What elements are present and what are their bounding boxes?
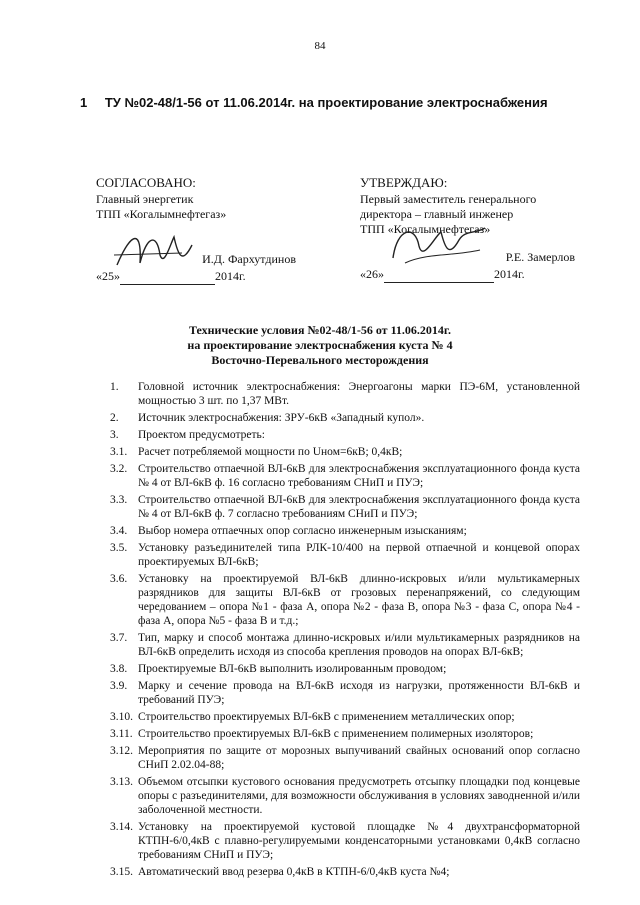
list-item bbox=[110, 462, 580, 490]
handwritten-signature-left bbox=[112, 225, 202, 275]
approval-right-name: Р.Е. Замерлов bbox=[505, 250, 575, 264]
approval-left-date-day: «25» bbox=[96, 269, 120, 283]
approval-right-position-2: директора – главный инженер bbox=[360, 207, 514, 221]
list-item-text: Тип, марку и способ монтажа длинно-искровых и/или мультикамерных разрядников на ВЛ-6кВ определить исходя из способа крепления проводов на опорах ВЛ-6кВ; bbox=[138, 632, 580, 658]
list-item bbox=[110, 541, 580, 569]
page-number: 84 bbox=[314, 40, 326, 52]
list-item-number: 3.2. bbox=[110, 463, 128, 475]
document-header bbox=[80, 95, 548, 110]
list-item-number: 3.13. bbox=[110, 776, 133, 788]
approval-left-name: И.Д. Фархутдинов bbox=[202, 252, 296, 266]
approval-left-organization: ТПП «Когалымнефтегаз» bbox=[96, 207, 227, 221]
document-title-line-3: Восточно-Перевального месторождения bbox=[211, 353, 429, 367]
list-item-number: 3.10. bbox=[110, 711, 133, 723]
list-item-number: 3.6. bbox=[110, 573, 128, 585]
document-title-line-2: на проектирование электроснабжения куста № 4 bbox=[187, 338, 453, 352]
list-item-number: 3.14. bbox=[110, 821, 133, 833]
list-item-text: Мероприятия по защите от морозных выпучиваний свайных оснований опор согласно СНиП 2.02.04-88; bbox=[138, 745, 580, 771]
list-item bbox=[110, 631, 580, 659]
list-item-number: 3.1. bbox=[110, 446, 128, 458]
list-item-text: Строительство проектируемых ВЛ-6кВ с применением металлических опор; bbox=[138, 711, 515, 723]
list-item-text: Автоматический ввод резерва 0,4кВ в КТПН-6/0,4кВ куста №4; bbox=[138, 866, 450, 878]
approval-left-position: Главный энергетик bbox=[96, 192, 194, 206]
list-item bbox=[110, 411, 580, 425]
list-item bbox=[110, 445, 580, 459]
approval-right-organization: ТПП «Когалымнефтегаз» bbox=[360, 222, 491, 236]
list-item-text: Установку на проектируемой ВЛ-6кВ длинно-искровых и/или мультикамерных разрядников для защиты ВЛ-6кВ от грозовых перенапряжений, со следующим чередованием – опора №1 - фаза А, опора №2 - фаза В, опора №3 - фаза С, опора №4 - фаза А, опора №5 - фаза В и т.д.; bbox=[138, 573, 580, 627]
list-item bbox=[110, 744, 580, 772]
list-item-number: 3.7. bbox=[110, 632, 128, 644]
requirements-list bbox=[110, 380, 580, 882]
document-title bbox=[120, 323, 520, 368]
list-item-number: 2. bbox=[110, 412, 119, 424]
list-item-text: Марку и сечение провода на ВЛ-6кВ исходя из нагрузки, протяженности ВЛ-6кВ и требований ПУЭ; bbox=[138, 680, 580, 706]
list-item-number: 3.5. bbox=[110, 542, 128, 554]
list-item-text: Установку на проектируемой кустовой площадке №4 двухтрансформаторной КТПН-6/0,4кВ с плавно-регулируемыми конденсаторными установками 0,4кВ согласно требованиям СНиП и ПУЭ; bbox=[138, 821, 580, 861]
list-item bbox=[110, 775, 580, 817]
list-item-text: Источник электроснабжения: ЗРУ-6кВ «Западный купол». bbox=[138, 412, 425, 424]
list-item bbox=[110, 710, 580, 724]
list-item-number: 3.3. bbox=[110, 494, 128, 506]
header-title: ТУ №02-48/1-56 от 11.06.2014г. на проектирование электроснабжения bbox=[104, 95, 548, 110]
list-item-number: 3.11. bbox=[110, 728, 133, 740]
list-item-text: Строительство отпаечной ВЛ-6кВ для электроснабжения эксплуатационного фонда куста № 4 от ВЛ-6кВ ф. 7 согласно требованиям СНиП и ПУЭ; bbox=[138, 494, 580, 520]
approval-right-title: УТВЕРЖДАЮ: bbox=[360, 175, 448, 190]
list-item-text: Проектом предусмотреть: bbox=[138, 429, 265, 441]
handwritten-signature-right bbox=[385, 218, 495, 273]
list-item-number: 3.8. bbox=[110, 663, 128, 675]
header-index: 1 bbox=[80, 95, 88, 110]
list-item-number: 3.4. bbox=[110, 525, 128, 537]
list-item bbox=[110, 727, 580, 741]
approval-left-title: СОГЛАСОВАНО: bbox=[96, 175, 196, 190]
document-title-line-1: Технические условия №02-48/1-56 от 11.06.2014г. bbox=[188, 323, 451, 337]
list-item-number: 3.12. bbox=[110, 745, 133, 757]
list-item-number: 3.15. bbox=[110, 866, 133, 878]
list-item-number: 3. bbox=[110, 429, 119, 441]
approval-right-position-1: Первый заместитель генерального bbox=[360, 192, 537, 206]
list-item bbox=[110, 493, 580, 521]
list-item-text: Расчет потребляемой мощности по Uном=6кВ; 0,4кВ; bbox=[138, 446, 403, 458]
list-item bbox=[110, 572, 580, 628]
list-item bbox=[110, 428, 580, 442]
list-item-number: 1. bbox=[110, 381, 119, 393]
list-item-text: Выбор номера отпаечных опор согласно инженерным изысканиям; bbox=[138, 525, 467, 537]
list-item-text: Установку разъединителей типа РЛК-10/400 на первой отпаечной и концевой опорах проектируемых ВЛ-6кВ; bbox=[138, 542, 580, 568]
list-item bbox=[110, 662, 580, 676]
list-item-text: Строительство проектируемых ВЛ-6кВ с применением полимерных изоляторов; bbox=[138, 728, 534, 740]
list-item bbox=[110, 679, 580, 707]
list-item bbox=[110, 524, 580, 538]
approval-right-date-year: 2014г. bbox=[494, 267, 525, 281]
list-item-number: 3.9. bbox=[110, 680, 128, 692]
list-item bbox=[110, 865, 580, 879]
list-item bbox=[110, 820, 580, 862]
list-item-text: Головной источник электроснабжения: Энергоагоны марки ПЭ-6М, установленной мощностью 3 шт. по 1,37 МВт. bbox=[138, 381, 580, 407]
list-item-text: Строительство отпаечной ВЛ-6кВ для электроснабжения эксплуатационного фонда куста № 4 от ВЛ-6кВ ф. 16 согласно требованиям СНиП и ПУЭ; bbox=[138, 463, 580, 489]
list-item bbox=[110, 380, 580, 408]
approval-left-date-year: 2014г. bbox=[215, 269, 246, 283]
approval-right-date-day: «26» bbox=[360, 267, 384, 281]
list-item-text: Объемом отсыпки кустового основания предусмотреть отсыпку площадки под концевые опоры с разъединителями, для возможности обслуживания в условиях заводненной и/или заболоченной местности. bbox=[138, 776, 580, 816]
list-item-text: Проектируемые ВЛ-6кВ выполнить изолированным проводом; bbox=[138, 663, 447, 675]
